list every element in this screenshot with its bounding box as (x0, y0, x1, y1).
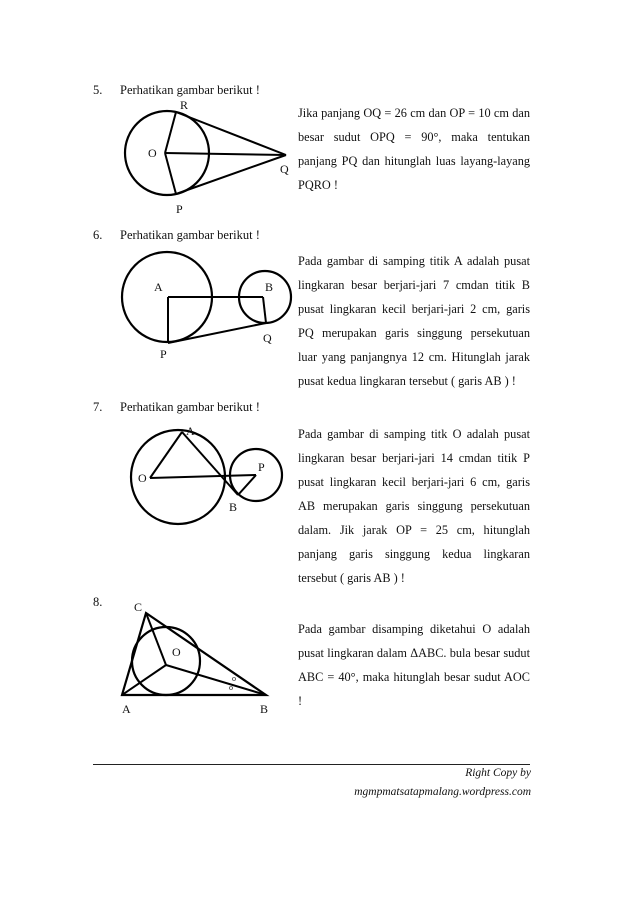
label-B: B (229, 500, 238, 514)
problem-5-text-body: Jika panjang OQ = 26 cm dan OP = 10 cm dan besar sudut OPQ = 90°, maka tentukan panjang PQ dan hitunglah luas layang-layang PQRO ! (298, 106, 530, 192)
problem-7-figure (110, 420, 300, 520)
label-R: R (180, 98, 189, 112)
problem-6-text-body: Pada gambar di samping titik A adalah pusat lingkaran besar berjari-jari 7 cmdan titik B pusat lingkaran kecil berjari-jari 2 cm, garis PQ merupakan garis singgung persekutuan luar yang panjangnya 12 cm. Hitunglah jarak pusat kedua lingkaran tersebut ( garis AB ) ! (298, 254, 530, 388)
problem-5-number: 5. (93, 83, 103, 97)
label-O: O (148, 146, 157, 160)
problem-6-figure (110, 245, 300, 370)
label-P: P (258, 460, 265, 474)
problem-8-number: 8. (93, 595, 103, 609)
problem-7-text (298, 422, 530, 590)
problem-7-instruction: Perhatikan gambar berikut ! (120, 400, 260, 414)
footer-line-2: mgmpmatsatapmalang.wordpress.com (354, 786, 531, 798)
problem-7-text-body: Pada gambar di samping titk O adalah pusat lingkaran besar berjari-jari 14 cmdan titik P pusat lingkaran kecil berjari-jari 6 cm, garis AB merupakan garis singgung persekutuan dalam. Jik jarak OP = 25 cm, hitunglah panjang garis singgung kedua lingkaran tersebut ( garis AB ) ! (298, 427, 530, 585)
problem-8-figure (110, 595, 300, 720)
label-B: B (260, 702, 269, 716)
label-P: P (160, 347, 167, 361)
label-A: A (186, 424, 195, 438)
footer-line-1: Right Copy by (465, 767, 531, 779)
problem-5-figure (110, 95, 300, 220)
label-P: P (176, 202, 183, 216)
problem-7-number: 7. (93, 400, 103, 414)
label-C: C (134, 600, 143, 614)
footer-divider (93, 764, 530, 765)
problem-5-text (298, 101, 530, 197)
degree-mark-1: o (232, 674, 236, 683)
problem-5-instruction: Perhatikan gambar berikut ! (120, 83, 260, 97)
degree-mark-2: o (229, 683, 233, 692)
label-A: A (154, 280, 163, 294)
problem-6-number: 6. (93, 228, 103, 242)
problem-6-instruction: Perhatikan gambar berikut ! (120, 228, 260, 242)
label-O: O (172, 645, 181, 659)
problem-8-text (298, 617, 530, 713)
problem-8-text-body: Pada gambar disamping diketahui O adalah pusat lingkaran dalam ΔABC. bula besar sudut ABC = 40°, maka hitunglah besar sudut AOC ! (298, 622, 530, 708)
label-O: O (138, 471, 147, 485)
problem-6-text (298, 249, 530, 393)
label-Q: Q (280, 162, 289, 176)
label-Q: Q (263, 331, 272, 345)
label-A: A (122, 702, 131, 716)
label-B: B (265, 280, 274, 294)
